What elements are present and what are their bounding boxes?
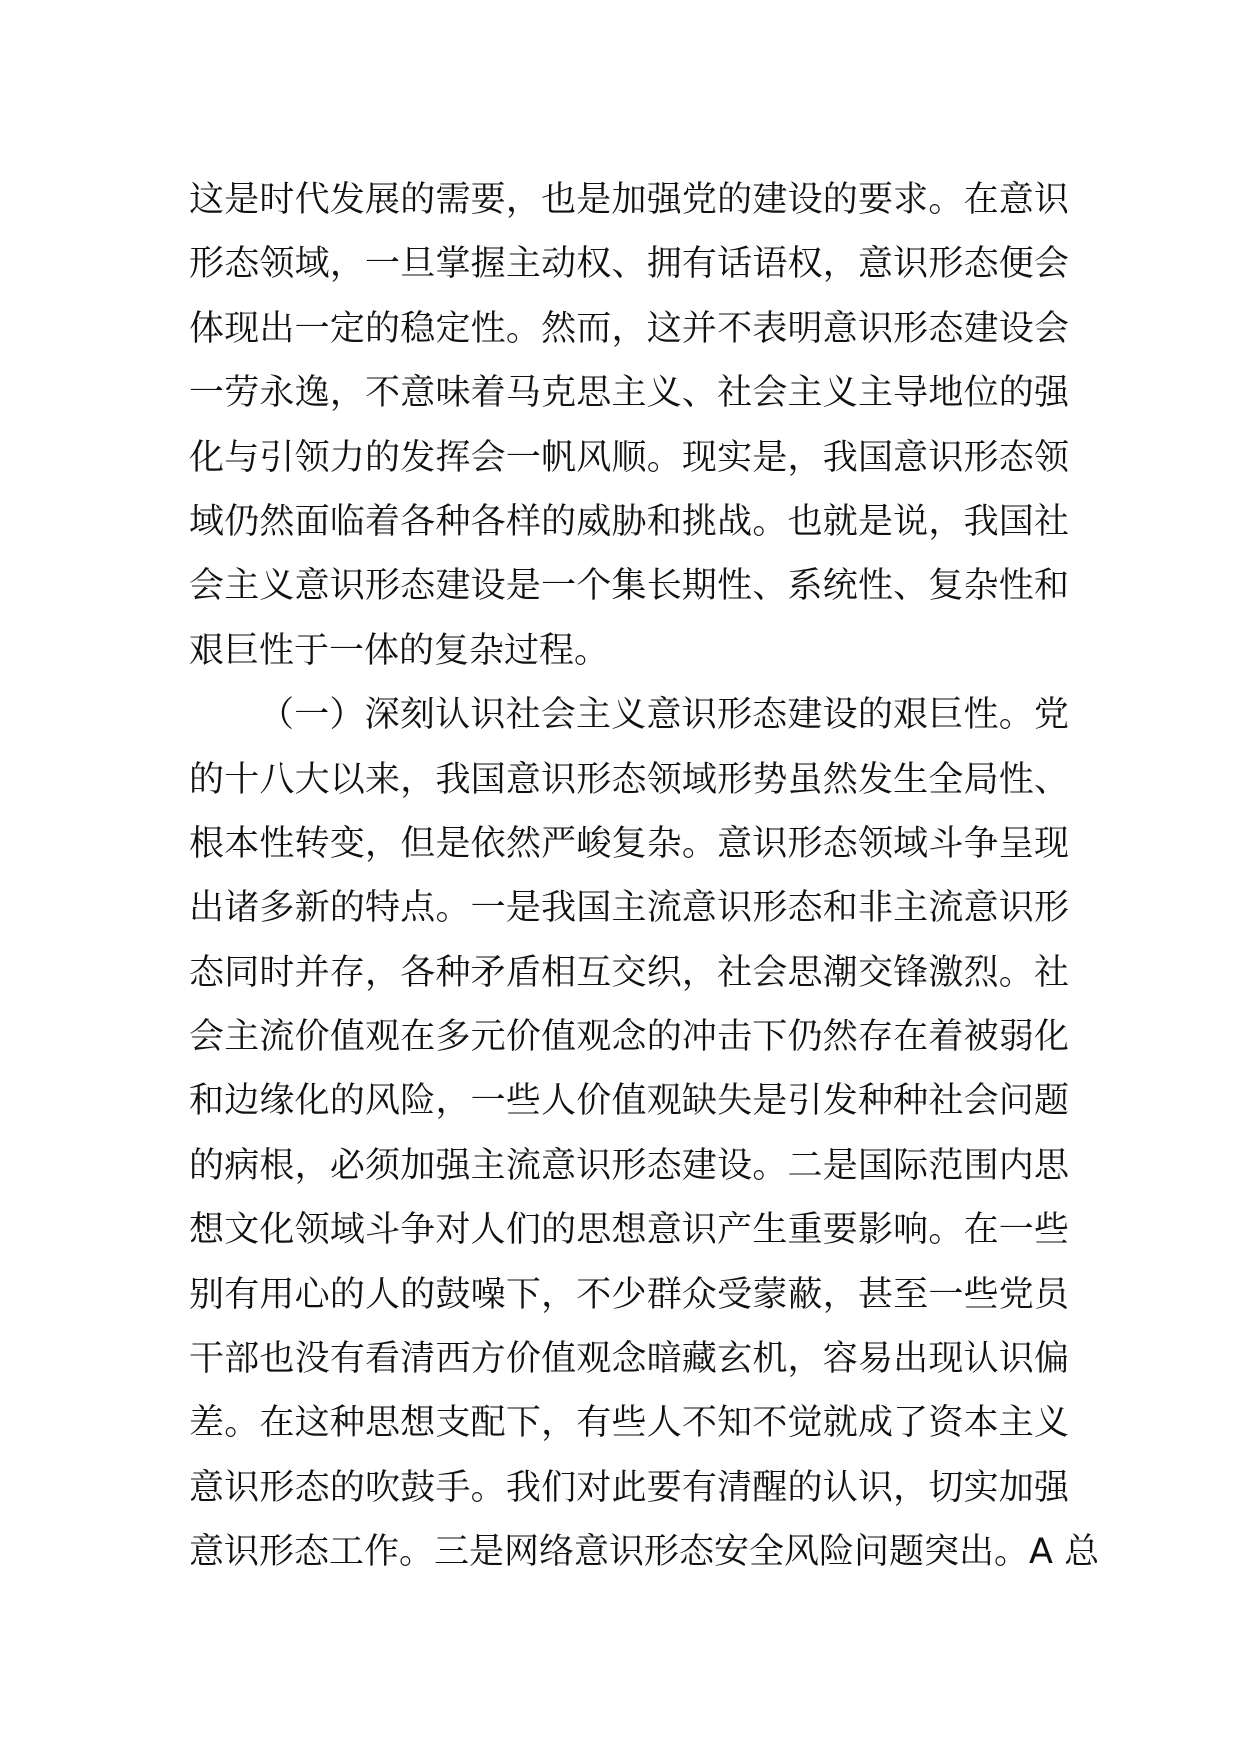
- text-line: 会主义意识形态建设是一个集长期性、系统性、复杂性和: [189, 566, 1069, 607]
- section-heading-line: （一）深刻认识社会主义意识形态建设的艰巨性。党: [259, 695, 1069, 736]
- text-line: 的病根，必须加强主流意识形态建设。二是国际范围内思: [189, 1145, 1069, 1186]
- document-body: [189, 168, 1100, 1585]
- text-line: 域仍然面临着各种各样的威胁和挑战。也就是说，我国社: [189, 501, 1069, 542]
- text-line: 这是时代发展的需要，也是加强党的建设的要求。在意识: [189, 180, 1069, 220]
- text-line: 意识形态的吹鼓手。我们对此要有清醒的认识，切实加强: [189, 1467, 1069, 1508]
- text-line: 根本性转变，但是依然严峻复杂。意识形态领域斗争呈现: [189, 823, 1069, 864]
- text-line: 差。在这种思想支配下，有些人不知不觉就成了资本主义: [189, 1403, 1069, 1444]
- text-line: 干部也没有看清西方价值观念暗藏玄机，容易出现认识偏: [189, 1339, 1069, 1380]
- text-line: 化与引领力的发挥会一帆风顺。现实是，我国意识形态领: [189, 437, 1069, 478]
- text-line: 形态领域，一旦掌握主动权、拥有话语权，意识形态便会: [189, 244, 1069, 285]
- text-line: 的十八大以来，我国意识形态领域形势虽然发生全局性、: [189, 759, 1069, 800]
- text-line: 别有用心的人的鼓噪下，不少群众受蒙蔽，甚至一些党员: [189, 1274, 1069, 1315]
- text-line: 意识形态工作。三是网络意识形态安全风险问题突出。A 总: [189, 1532, 1100, 1573]
- text-line: 和边缘化的风险，一些人价值观缺失是引发种种社会问题: [189, 1081, 1069, 1122]
- text-line: 体现出一定的稳定性。然而，这并不表明意识形态建设会: [189, 308, 1069, 349]
- text-line: 会主流价值观在多元价值观念的冲击下仍然存在着被弱化: [189, 1017, 1069, 1058]
- text-line: 一劳永逸，不意味着马克思主义、社会主义主导地位的强: [189, 373, 1069, 414]
- paragraph-end-line: 艰巨性于一体的复杂过程。: [189, 630, 610, 671]
- text-line: 态同时并存，各种矛盾相互交织，社会思潮交锋激烈。社: [189, 952, 1069, 993]
- text-line: 想文化领域斗争对人们的思想意识产生重要影响。在一些: [189, 1210, 1069, 1251]
- text-line: 出诸多新的特点。一是我国主流意识形态和非主流意识形: [189, 888, 1069, 929]
